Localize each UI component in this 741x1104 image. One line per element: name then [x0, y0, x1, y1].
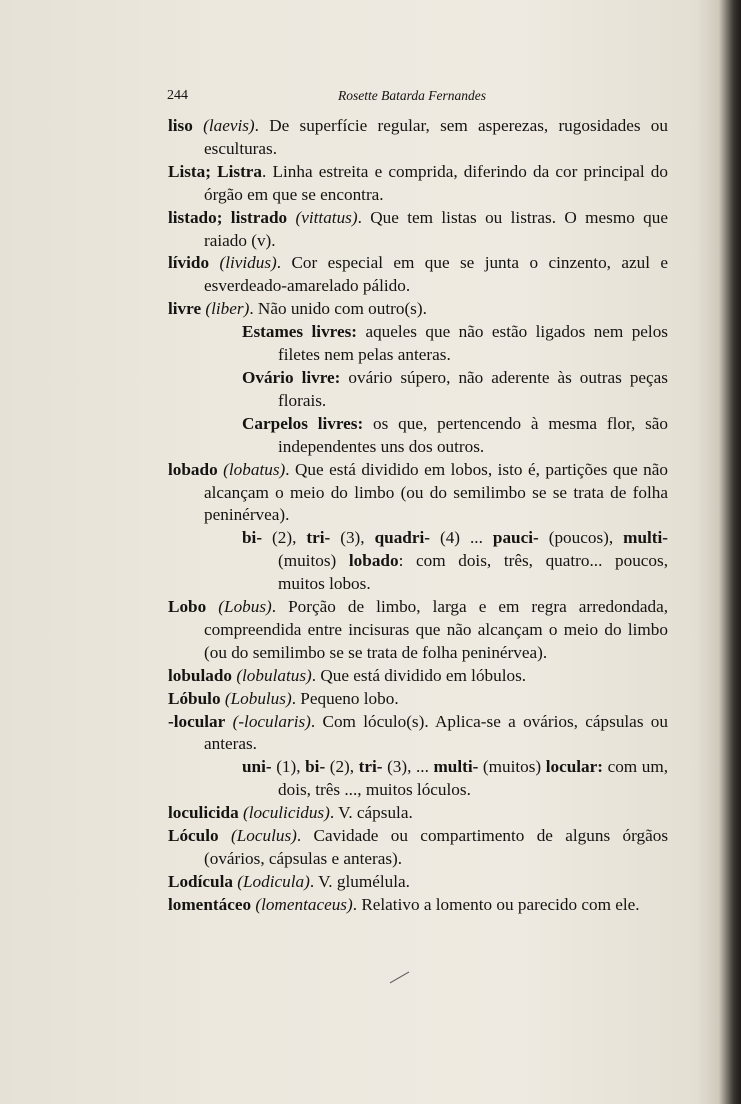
definition: . Pequeno lobo.	[291, 688, 399, 708]
headword: liso	[168, 116, 193, 135]
latin-term: (-locularis)	[232, 711, 311, 731]
glossary-entry	[168, 459, 668, 528]
headword: loculicida	[168, 803, 239, 823]
latin-term: (Loculus)	[230, 826, 297, 846]
glossary-entry	[168, 802, 668, 825]
headword: listado; listrado	[168, 207, 288, 227]
headword: Lóbulo	[168, 688, 221, 708]
definition: . V. glumélula.	[309, 871, 410, 891]
headword: -locular	[168, 711, 226, 731]
definition: . Relativo a lomento ou parecido com ele.	[352, 894, 640, 914]
latin-term: (liber)	[205, 299, 250, 319]
glossary-entry	[168, 871, 668, 894]
latin-term: (lomentaceus)	[255, 894, 353, 914]
latin-term: (Lobulus)	[224, 688, 292, 708]
headword: lobulado	[168, 665, 233, 685]
glossary-entry	[168, 115, 668, 161]
glossary-subentry	[168, 321, 668, 367]
definition: . V. cápsula.	[329, 803, 413, 823]
latin-term: (lobatus)	[223, 459, 286, 479]
definition: . Cavidade ou compartimento de alguns órgãos (ovários, cápsulas e anteras).	[204, 826, 669, 868]
definition: . Que tem listas ou listras. O mesmo que raiado (v).	[204, 207, 668, 250]
definition: ovário súpero, não aderente às outras peças florais.	[278, 367, 668, 410]
glossary-entry	[168, 711, 668, 757]
glossary-entry	[168, 894, 668, 917]
definition: . Com lóculo(s). Aplica-se a ovários, cápsulas ou anteras.	[204, 711, 668, 754]
glossary-entries	[168, 115, 668, 917]
latin-term: (vittatus)	[295, 207, 358, 227]
headword: Estames livres:	[242, 322, 358, 342]
glossary-entry	[168, 665, 668, 688]
headword: Lodícula	[168, 871, 233, 891]
latin-term: (Lobus)	[218, 597, 272, 617]
glossary-entry	[168, 207, 668, 253]
glossary-entry	[168, 252, 668, 298]
definition: . Não unido com outro(s).	[249, 299, 427, 319]
headword: lomentáceo	[168, 894, 252, 914]
headword: lívido	[168, 253, 210, 273]
headword: Lista; Listra	[168, 161, 263, 181]
glossary-subentry	[168, 367, 668, 413]
glossary-entry	[168, 825, 668, 871]
headword: Lobo	[168, 597, 207, 617]
headword: lobado	[168, 459, 218, 479]
page-number: 244	[167, 88, 188, 103]
headword: Lóculo	[168, 826, 219, 846]
headword: livre	[168, 299, 202, 319]
headword: Carpelos livres:	[242, 413, 364, 433]
definition: . Cor especial em que se junta o cinzento, azul e esverdeado-amarelado pálido.	[204, 253, 669, 296]
definition: . Que está dividido em lobos, isto é, partições que não alcançam o meio do limbo (ou do semilimbo se se trata de folha peninérvea).	[204, 459, 668, 525]
definition: . Que está dividido em lóbulos.	[311, 665, 527, 685]
definition: . Linha estreita e comprida, diferindo da cor principal do órgão em que se encontra.	[204, 161, 668, 204]
latin-term: (Lodicula)	[237, 871, 310, 891]
glossary-entry	[168, 161, 668, 207]
definition: . De superfície regular, sem asperezas, rugosidades ou esculturas.	[204, 116, 668, 158]
latin-term: (lividus)	[219, 253, 277, 273]
definition: . Porção de limbo, larga e em regra arredondada, compreendida entre incisuras que não alcançam o meio do limbo (ou do semilimbo se se trata de folha peninérvea).	[204, 597, 669, 662]
headword: Ovário livre:	[242, 367, 341, 387]
latin-term: (lobulatus)	[236, 665, 312, 685]
glossary-subentry: uni- (1), bi- (2), tri- (3), ... multi- (muitos) locular: com um, dois, três ..., muitos lóculos.	[242, 757, 668, 800]
definition: aqueles que não estão ligados nem pelos filetes nem pelas anteras.	[278, 322, 668, 365]
latin-term: (loculicidus)	[242, 803, 330, 823]
glossary-entry	[168, 688, 668, 711]
definition: os que, pertencendo à mesma flor, são independentes uns dos outros.	[278, 413, 669, 456]
glossary-entry	[168, 298, 668, 321]
glossary-subentry	[168, 413, 668, 459]
glossary-subentry: bi- (2), tri- (3), quadri- (4) ... pauci- (poucos), multi- (muitos) lobado: com dois, três, quatro... poucos, muitos lobos.	[242, 528, 669, 594]
running-head: Rosette Batarda Fernandes	[338, 88, 486, 103]
latin-term: (laevis)	[203, 116, 255, 135]
glossary-entry	[168, 596, 668, 665]
page-header	[167, 88, 671, 110]
stray-pencil-mark	[390, 972, 417, 996]
